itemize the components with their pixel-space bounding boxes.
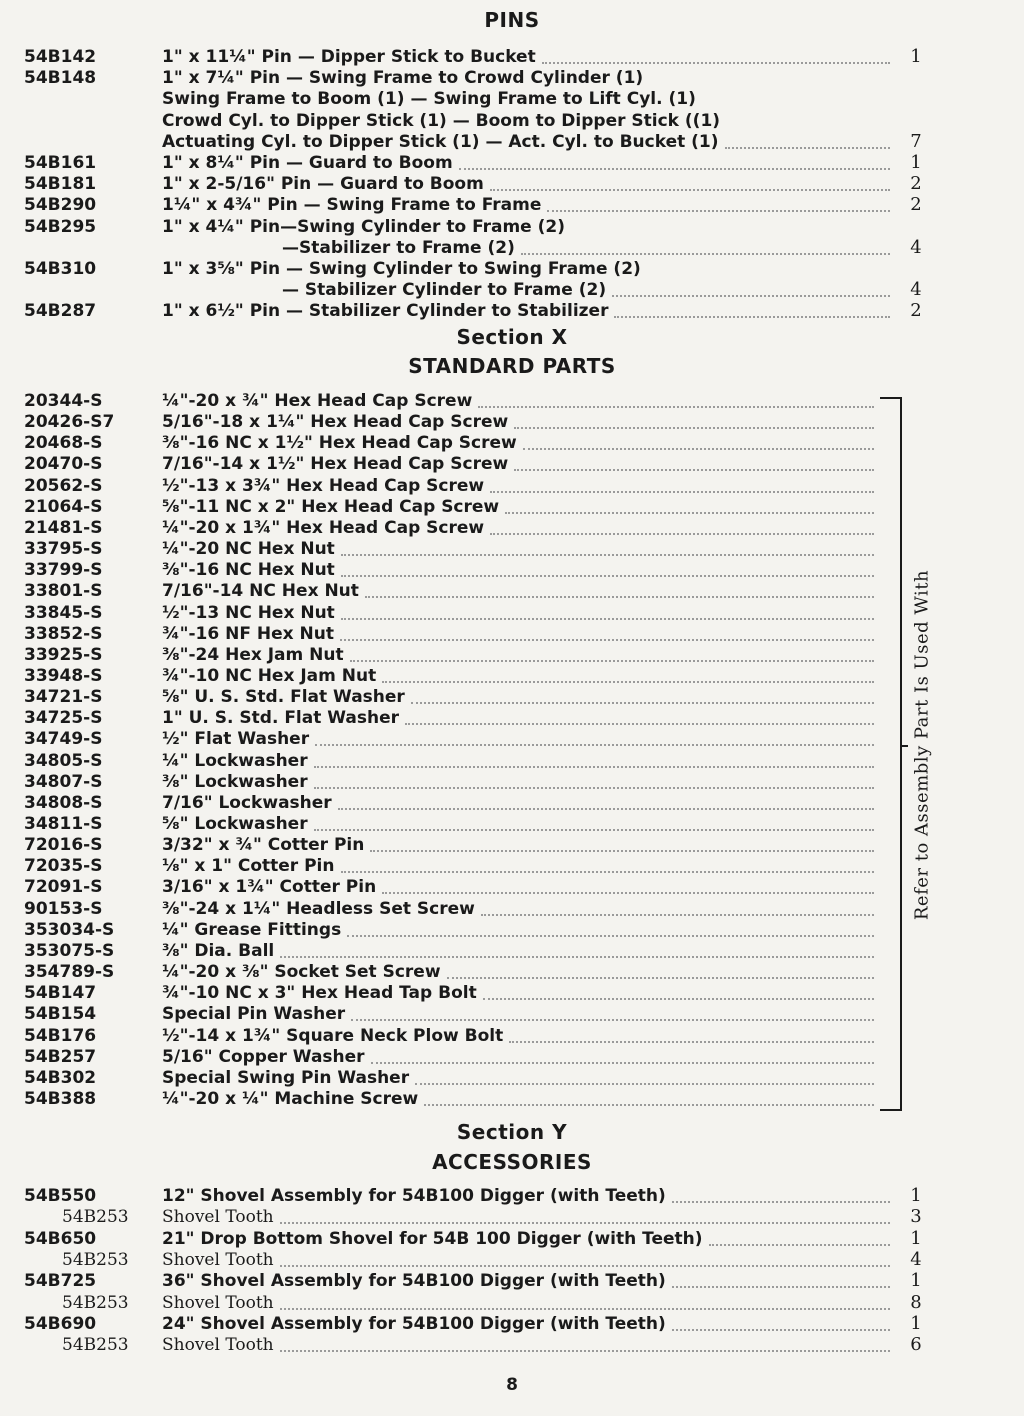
assembly-bracket xyxy=(880,397,902,1111)
part-number: 54B253 xyxy=(62,1207,129,1228)
pin-row xyxy=(0,300,1024,322)
standard-part-row xyxy=(0,1067,1024,1089)
part-number: 54B148 xyxy=(24,68,97,89)
standard-part-row xyxy=(0,1003,1024,1025)
dot-leader xyxy=(341,618,874,620)
part-number: 54B388 xyxy=(24,1088,97,1109)
dot-leader xyxy=(490,491,874,493)
pin-row xyxy=(0,216,1024,238)
part-description: 1" x 2-5/16" Pin — Guard to Boom xyxy=(162,174,484,195)
part-number: 90153-S xyxy=(24,898,103,919)
dot-leader xyxy=(315,744,874,746)
standard-part-row xyxy=(0,855,1024,877)
part-description: ⅜" Lockwasher xyxy=(162,771,308,792)
pin-row xyxy=(0,237,1024,259)
part-number: 34721-S xyxy=(24,687,103,708)
part-description: 7/16"-14 x 1½" Hex Head Cap Screw xyxy=(162,454,509,475)
standard-part-row xyxy=(0,665,1024,687)
standard-part-row xyxy=(0,390,1024,412)
dot-leader xyxy=(411,702,874,704)
part-description: ⅛" x 1" Cotter Pin xyxy=(162,856,335,877)
pin-row xyxy=(0,279,1024,301)
pin-row xyxy=(0,258,1024,280)
standard-part-row xyxy=(0,475,1024,497)
pin-row xyxy=(0,173,1024,195)
pin-row xyxy=(0,110,1024,132)
accessory-row xyxy=(0,1228,1024,1250)
part-number: 54B147 xyxy=(24,983,97,1004)
dot-leader xyxy=(341,575,874,577)
part-description: 7/16" Lockwasher xyxy=(162,792,332,813)
quantity: 2 xyxy=(910,300,922,322)
dot-leader xyxy=(351,1019,874,1021)
part-number: 20562-S xyxy=(24,475,103,496)
part-number: 354789-S xyxy=(24,962,115,983)
part-number: 34805-S xyxy=(24,750,103,771)
dot-leader xyxy=(709,1244,890,1246)
part-number: 72091-S xyxy=(24,877,103,898)
part-description: 3/32" x ¾" Cotter Pin xyxy=(162,835,365,856)
accessory-subpart-row xyxy=(0,1334,1024,1356)
standard-part-row xyxy=(0,707,1024,729)
standard-part-row xyxy=(0,750,1024,772)
part-number: 33799-S xyxy=(24,560,103,581)
standard-part-row xyxy=(0,982,1024,1004)
dot-leader xyxy=(547,210,890,212)
dot-leader xyxy=(280,956,874,958)
part-number: 34749-S xyxy=(24,729,103,750)
quantity: 8 xyxy=(910,1291,922,1313)
part-description: ½" Flat Washer xyxy=(162,729,310,750)
dot-leader xyxy=(614,316,890,318)
dot-leader xyxy=(341,871,874,873)
dot-leader xyxy=(672,1286,890,1288)
dot-leader xyxy=(314,787,874,789)
part-description: ⅜"-16 NC Hex Nut xyxy=(162,560,335,581)
accessory-row xyxy=(0,1185,1024,1207)
part-number: 54B142 xyxy=(24,47,97,67)
standard-part-row xyxy=(0,813,1024,835)
part-description: 1" x 11¼" Pin — Dipper Stick to Bucket xyxy=(162,47,536,67)
quantity: 6 xyxy=(910,1334,922,1356)
part-number: 54B290 xyxy=(24,195,97,216)
dot-leader xyxy=(347,935,874,937)
part-number: 54B690 xyxy=(24,1313,97,1334)
part-description: ¼"-20 x 1¾" Hex Head Cap Screw xyxy=(162,517,485,538)
part-number: 353075-S xyxy=(24,940,115,961)
part-description: Shovel Tooth xyxy=(162,1207,274,1228)
dot-leader xyxy=(382,681,874,683)
dot-leader xyxy=(612,295,890,297)
part-description: ¼" Lockwasher xyxy=(162,750,308,771)
dot-leader xyxy=(542,62,890,64)
part-description: 36" Shovel Assembly for 54B100 Digger (with Teeth) xyxy=(162,1271,666,1292)
dot-leader xyxy=(514,469,874,471)
pin-row xyxy=(0,88,1024,110)
dot-leader xyxy=(672,1329,890,1331)
part-description: ⅝" U. S. Std. Flat Washer xyxy=(162,687,405,708)
standard-part-row xyxy=(0,496,1024,518)
part-description: 1" x 7¼" Pin — Swing Frame to Crowd Cylinder (1) xyxy=(162,68,644,89)
quantity: 2 xyxy=(910,173,922,195)
part-number: 34808-S xyxy=(24,792,103,813)
part-description: ⅜"-24 x 1¼" Headless Set Screw xyxy=(162,898,475,919)
part-number: 54B295 xyxy=(24,216,97,237)
part-description: ¼"-20 NC Hex Nut xyxy=(162,539,335,560)
part-description: 1" x 8¼" Pin — Guard to Boom xyxy=(162,153,453,173)
part-description: ¼"-20 x ⅜" Socket Set Screw xyxy=(162,962,441,983)
part-description: Actuating Cyl. to Dipper Stick (1) — Act. Cyl. to Bucket (1) xyxy=(162,131,719,152)
part-description: ½"-14 x 1¾" Square Neck Plow Bolt xyxy=(162,1025,504,1046)
part-number: 54B253 xyxy=(62,1335,129,1356)
part-description: 1" x 6½" Pin — Stabilizer Cylinder to Stabilizer xyxy=(162,301,609,322)
part-description: 1¼" x 4¾" Pin — Swing Frame to Frame xyxy=(162,195,542,216)
assembly-note-text: Refer to Assembly Part Is Used With xyxy=(911,569,933,921)
part-number: 54B287 xyxy=(24,301,97,322)
standard-part-row xyxy=(0,1046,1024,1068)
dot-leader xyxy=(341,554,874,556)
accessory-row xyxy=(0,1313,1024,1335)
part-number: 54B253 xyxy=(62,1292,129,1313)
dot-leader xyxy=(478,406,874,408)
part-number: 20426-S7 xyxy=(24,412,115,433)
quantity: 3 xyxy=(910,1206,922,1228)
dot-leader xyxy=(280,1265,890,1267)
quantity: 1 xyxy=(910,1312,922,1334)
standard-part-row xyxy=(0,517,1024,539)
part-number: 34807-S xyxy=(24,771,103,792)
part-number: 20468-S xyxy=(24,433,103,454)
dot-leader xyxy=(672,1201,890,1203)
dot-leader xyxy=(509,1041,874,1043)
part-description: ¼"-20 x ¼" Machine Screw xyxy=(162,1088,419,1109)
dot-leader xyxy=(280,1308,890,1310)
part-description: Shovel Tooth xyxy=(162,1292,274,1313)
dot-leader xyxy=(505,512,874,514)
part-description: ¾"-16 NF Hex Nut xyxy=(162,623,334,644)
pin-row xyxy=(0,131,1024,153)
part-description: Special Pin Washer xyxy=(162,1004,346,1025)
dot-leader xyxy=(340,639,874,641)
dot-leader xyxy=(314,829,874,831)
part-description: ⅜" Dia. Ball xyxy=(162,940,275,961)
standard-part-row xyxy=(0,1025,1024,1047)
part-number: 20470-S xyxy=(24,454,103,475)
standard-part-row xyxy=(0,919,1024,941)
dot-leader xyxy=(365,596,874,598)
section-x-subtitle: STANDARD PARTS xyxy=(408,354,616,378)
part-number: 353034-S xyxy=(24,919,115,940)
standard-part-row xyxy=(0,876,1024,898)
dot-leader xyxy=(483,998,874,1000)
part-description: ⅜"-24 Hex Jam Nut xyxy=(162,644,344,665)
standard-part-row xyxy=(0,602,1024,624)
dot-leader xyxy=(447,977,874,979)
dot-leader xyxy=(481,914,874,916)
part-number: 33852-S xyxy=(24,623,103,644)
dot-leader xyxy=(424,1104,874,1106)
standard-part-row xyxy=(0,623,1024,645)
part-description: 3/16" x 1¾" Cotter Pin xyxy=(162,877,377,898)
standard-part-row xyxy=(0,644,1024,666)
standard-part-row xyxy=(0,940,1024,962)
part-description: 21" Drop Bottom Shovel for 54B 100 Digger (with Teeth) xyxy=(162,1228,703,1249)
standard-part-row xyxy=(0,686,1024,708)
part-description: Crowd Cyl. to Dipper Stick (1) — Boom to Dipper Stick ((1) xyxy=(162,110,721,131)
part-number: 72016-S xyxy=(24,835,103,856)
standard-part-row xyxy=(0,411,1024,433)
accessory-row xyxy=(0,1270,1024,1292)
quantity: 2 xyxy=(910,194,922,216)
dot-leader xyxy=(280,1222,890,1224)
part-description: Swing Frame to Boom (1) — Swing Frame to Lift Cyl. (1) xyxy=(162,89,696,110)
dot-leader xyxy=(523,448,874,450)
part-description: 5/16" Copper Washer xyxy=(162,1046,365,1067)
dot-leader xyxy=(490,189,890,191)
quantity: 4 xyxy=(910,236,922,258)
part-number: 72035-S xyxy=(24,856,103,877)
quantity: 1 xyxy=(910,1185,922,1206)
quantity: 4 xyxy=(910,1248,922,1270)
part-description: ¼"-20 x ¾" Hex Head Cap Screw xyxy=(162,391,473,411)
pins-heading: PINS xyxy=(484,8,540,32)
standard-part-row xyxy=(0,771,1024,793)
quantity: 1 xyxy=(910,1227,922,1249)
dot-leader xyxy=(371,1062,874,1064)
dot-leader xyxy=(370,850,874,852)
part-number: 21481-S xyxy=(24,517,103,538)
standard-part-row xyxy=(0,961,1024,983)
accessory-subpart-row xyxy=(0,1249,1024,1271)
part-number: 20344-S xyxy=(24,391,103,411)
standard-part-row xyxy=(0,559,1024,581)
part-number: 33801-S xyxy=(24,581,103,602)
part-description: Shovel Tooth xyxy=(162,1335,274,1356)
part-number: 54B650 xyxy=(24,1228,97,1249)
dot-leader xyxy=(405,723,874,725)
dot-leader xyxy=(382,892,874,894)
standard-part-row xyxy=(0,1088,1024,1110)
part-number: 54B154 xyxy=(24,1004,97,1025)
dot-leader xyxy=(521,253,890,255)
pin-row xyxy=(0,67,1024,89)
quantity: 1 xyxy=(910,152,922,173)
part-number: 33925-S xyxy=(24,644,103,665)
assembly-bracket-tick xyxy=(900,745,908,747)
dot-leader xyxy=(350,660,874,662)
standard-part-row xyxy=(0,432,1024,454)
part-number: 54B176 xyxy=(24,1025,97,1046)
part-description: ⅜"-16 NC x 1½" Hex Head Cap Screw xyxy=(162,433,517,454)
part-description: Special Swing Pin Washer xyxy=(162,1067,410,1088)
part-number: 54B181 xyxy=(24,174,97,195)
section-x-title: Section X xyxy=(456,325,568,349)
part-number: 54B310 xyxy=(24,259,97,279)
part-number: 33845-S xyxy=(24,602,103,623)
part-description: 1" x 3⅝" Pin — Swing Cylinder to Swing Frame (2) xyxy=(162,259,641,279)
standard-part-row xyxy=(0,792,1024,814)
part-number: 33795-S xyxy=(24,539,103,560)
part-description: 24" Shovel Assembly for 54B100 Digger (with Teeth) xyxy=(162,1313,666,1334)
dot-leader xyxy=(280,1350,890,1352)
pin-row xyxy=(0,194,1024,216)
dot-leader xyxy=(725,147,890,149)
part-number: 54B550 xyxy=(24,1186,97,1206)
dot-leader xyxy=(338,808,874,810)
part-description: Shovel Tooth xyxy=(162,1249,274,1270)
dot-leader xyxy=(490,533,874,535)
standard-part-row xyxy=(0,453,1024,475)
dot-leader xyxy=(514,427,874,429)
dot-leader xyxy=(314,766,874,768)
accessory-subpart-row xyxy=(0,1206,1024,1228)
dot-leader xyxy=(459,168,890,170)
part-description: ⅝"-11 NC x 2" Hex Head Cap Screw xyxy=(162,496,500,517)
part-description: ¾"-10 NC Hex Jam Nut xyxy=(162,665,377,686)
pin-row xyxy=(0,152,1024,174)
part-number: 54B257 xyxy=(24,1046,97,1067)
page-number: 8 xyxy=(506,1375,518,1395)
part-number: 54B253 xyxy=(62,1249,129,1270)
part-description: ½"-13 NC Hex Nut xyxy=(162,602,335,623)
accessory-subpart-row xyxy=(0,1292,1024,1314)
part-number: 34725-S xyxy=(24,708,103,729)
standard-part-row xyxy=(0,538,1024,560)
part-number: 54B161 xyxy=(24,153,97,173)
part-description: 5/16"-18 x 1¼" Hex Head Cap Screw xyxy=(162,412,509,433)
quantity: 7 xyxy=(910,130,922,152)
quantity: 4 xyxy=(910,279,922,301)
standard-part-row xyxy=(0,580,1024,602)
part-description: ⅝" Lockwasher xyxy=(162,814,308,834)
part-description: 1" U. S. Std. Flat Washer xyxy=(162,708,400,729)
part-description: — Stabilizer Cylinder to Frame (2) xyxy=(282,280,607,301)
part-number: 54B302 xyxy=(24,1067,97,1088)
part-description: —Stabilizer to Frame (2) xyxy=(282,237,515,258)
standard-part-row xyxy=(0,834,1024,856)
dot-leader xyxy=(415,1083,874,1085)
section-y-subtitle: ACCESSORIES xyxy=(432,1150,592,1174)
part-description: 1" x 4¼" Pin—Swing Cylinder to Frame (2) xyxy=(162,216,565,237)
part-description: 7/16"-14 NC Hex Nut xyxy=(162,581,359,602)
pin-row xyxy=(0,46,1024,68)
part-description: ¼" Grease Fittings xyxy=(162,919,342,940)
quantity: 1 xyxy=(910,46,922,67)
part-description: ¾"-10 NC x 3" Hex Head Tap Bolt xyxy=(162,983,477,1004)
part-number: 33948-S xyxy=(24,665,103,686)
part-number: 54B725 xyxy=(24,1271,97,1292)
part-description: ½"-13 x 3¾" Hex Head Cap Screw xyxy=(162,475,485,496)
part-number: 21064-S xyxy=(24,496,103,517)
quantity: 1 xyxy=(910,1270,922,1292)
section-y-title: Section Y xyxy=(456,1120,568,1144)
part-number: 34811-S xyxy=(24,814,103,834)
standard-part-row xyxy=(0,728,1024,750)
standard-part-row xyxy=(0,898,1024,920)
part-description: 12" Shovel Assembly for 54B100 Digger (with Teeth) xyxy=(162,1186,666,1206)
